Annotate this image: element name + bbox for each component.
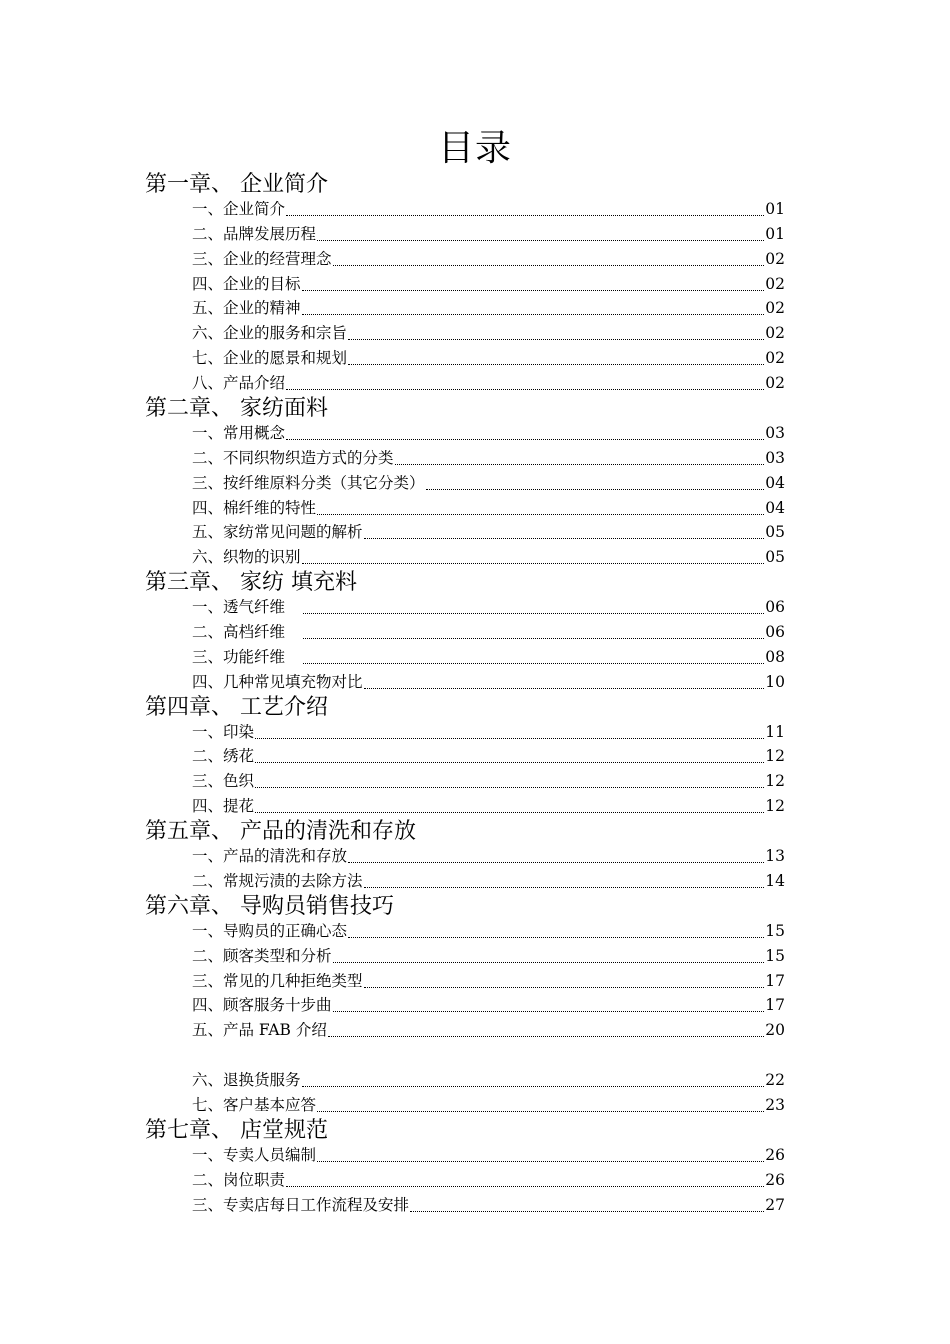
- entry-page-number: 05: [765, 523, 785, 542]
- entry-label: 二、岗位职责: [192, 1170, 286, 1189]
- chapter-heading: 第一章、 企业简介: [145, 172, 328, 197]
- entry-label: 五、家纺常见问题的解析: [192, 523, 363, 542]
- entry-label: 一、常用概念: [192, 423, 286, 442]
- dot-leader: [255, 811, 764, 813]
- entry-page-number: 04: [765, 473, 785, 492]
- chapter-heading: 第六章、 导购员销售技巧: [145, 893, 394, 919]
- toc-entry[interactable]: [145, 545, 785, 570]
- entry-page-number: 13: [765, 847, 785, 866]
- dot-leader: [317, 1110, 764, 1112]
- entry-page-number: 02: [765, 324, 785, 343]
- dot-leader: [255, 761, 764, 763]
- dot-leader: [303, 662, 764, 664]
- toc-entry[interactable]: [145, 197, 785, 222]
- entry-label: 一、导购员的正确心态: [192, 921, 348, 940]
- toc-entry[interactable]: [145, 1093, 785, 1118]
- entry-page-number: 06: [765, 598, 785, 617]
- entry-label: 四、企业的目标: [192, 274, 301, 293]
- toc-entry[interactable]: [145, 1168, 785, 1193]
- dot-leader: [255, 737, 764, 739]
- dot-leader: [302, 289, 765, 291]
- toc-entry[interactable]: [145, 620, 785, 645]
- dot-leader: [317, 239, 764, 241]
- dot-leader: [426, 488, 765, 490]
- chapter-heading: 第三章、 家纺 填充料: [145, 570, 357, 596]
- entry-label: 三、按纤维原料分类（其它分类）: [192, 473, 425, 492]
- entry-page-number: 26: [765, 1170, 785, 1189]
- dot-leader: [333, 264, 765, 266]
- toc-entry[interactable]: [145, 1193, 785, 1218]
- entry-page-number: 03: [765, 448, 785, 467]
- entry-page-number: 06: [765, 623, 785, 642]
- toc-entry[interactable]: [145, 371, 785, 396]
- entry-page-number: 01: [765, 199, 785, 218]
- entry-page-number: 02: [765, 299, 785, 318]
- toc-entry[interactable]: [145, 720, 785, 745]
- entry-page-number: 02: [765, 349, 785, 368]
- toc-entry[interactable]: [145, 944, 785, 969]
- dot-leader: [286, 1185, 764, 1187]
- dot-leader: [317, 1160, 764, 1162]
- toc-entry[interactable]: [145, 993, 785, 1018]
- toc-entry[interactable]: [145, 346, 785, 371]
- dot-leader: [333, 1010, 765, 1012]
- entry-label: 一、透气纤维: [192, 598, 286, 617]
- table-of-contents: [145, 172, 785, 1217]
- toc-entry[interactable]: [145, 1143, 785, 1168]
- dot-leader: [317, 513, 764, 515]
- entry-label: 七、企业的愿景和规划: [192, 349, 348, 368]
- dot-leader: [348, 936, 764, 938]
- entry-page-number: 20: [765, 1021, 785, 1040]
- toc-entry[interactable]: [145, 520, 785, 545]
- chapter-heading: 第二章、 家纺面料: [145, 396, 328, 422]
- entry-page-number: 12: [765, 797, 785, 816]
- entry-label: 二、不同织物织造方式的分类: [192, 448, 394, 467]
- entry-page-number: 15: [765, 946, 785, 965]
- dot-leader: [286, 388, 764, 390]
- toc-entry[interactable]: [145, 844, 785, 869]
- toc-entry[interactable]: [145, 272, 785, 297]
- toc-entry[interactable]: [145, 919, 785, 944]
- toc-entry[interactable]: [145, 670, 785, 695]
- entry-page-number: 15: [765, 921, 785, 940]
- dot-leader: [364, 886, 765, 888]
- toc-entry[interactable]: [145, 421, 785, 446]
- entry-label: 二、高档纤维: [192, 623, 286, 642]
- toc-entry[interactable]: [145, 595, 785, 620]
- dot-leader: [302, 313, 765, 315]
- dot-leader: [286, 214, 764, 216]
- dot-leader: [286, 438, 764, 440]
- entry-page-number: 17: [765, 971, 785, 990]
- toc-entry[interactable]: [145, 496, 785, 521]
- dot-leader: [303, 637, 764, 639]
- entry-page-number: 12: [765, 747, 785, 766]
- toc-entry[interactable]: [145, 1018, 785, 1043]
- chapter-heading: 第四章、 工艺介绍: [145, 694, 328, 720]
- toc-entry[interactable]: [145, 446, 785, 471]
- dot-leader: [303, 612, 764, 614]
- entry-label: 五、产品 FAB 介绍: [192, 1021, 327, 1040]
- entry-label: 一、产品的清洗和存放: [192, 847, 348, 866]
- toc-entry[interactable]: [145, 744, 785, 769]
- dot-leader: [302, 562, 765, 564]
- dot-leader: [302, 1085, 765, 1087]
- dot-leader: [255, 786, 764, 788]
- entry-page-number: 26: [765, 1145, 785, 1164]
- entry-page-number: 14: [765, 871, 785, 890]
- entry-page-number: 02: [765, 249, 785, 268]
- entry-label: 一、专卖人员编制: [192, 1145, 317, 1164]
- entry-label: 四、几种常见填充物对比: [192, 672, 363, 691]
- entry-page-number: 02: [765, 274, 785, 293]
- toc-entry[interactable]: [145, 321, 785, 346]
- dot-leader: [348, 861, 764, 863]
- entry-page-number: 10: [765, 672, 785, 691]
- toc-title: 目录: [437, 128, 512, 169]
- dot-leader: [364, 687, 765, 689]
- dot-leader: [328, 1035, 764, 1037]
- entry-label: 五、企业的精神: [192, 299, 301, 318]
- entry-page-number: 12: [765, 772, 785, 791]
- entry-page-number: 02: [765, 374, 785, 393]
- toc-entry[interactable]: [145, 769, 785, 794]
- entry-label: 二、顾客类型和分析: [192, 946, 332, 965]
- toc-entry[interactable]: [145, 869, 785, 894]
- dot-leader: [333, 961, 765, 963]
- dot-leader: [364, 986, 765, 988]
- entry-label: 四、棉纤维的特性: [192, 498, 317, 517]
- dot-leader: [395, 463, 765, 465]
- entry-page-number: 23: [765, 1095, 785, 1114]
- toc-entry[interactable]: [145, 1068, 785, 1093]
- toc-entry[interactable]: [145, 645, 785, 670]
- entry-label: 三、常见的几种拒绝类型: [192, 971, 363, 990]
- chapter-heading: 第七章、 店堂规范: [145, 1117, 328, 1143]
- toc-entry[interactable]: [145, 471, 785, 496]
- entry-page-number: 17: [765, 996, 785, 1015]
- toc-entry[interactable]: [145, 794, 785, 819]
- entry-label: 一、企业简介: [192, 199, 286, 218]
- entry-page-number: 08: [765, 647, 785, 666]
- toc-entry[interactable]: [145, 969, 785, 994]
- entry-label: 六、织物的识别: [192, 548, 301, 567]
- toc-entry[interactable]: [145, 222, 785, 247]
- entry-label: 三、功能纤维: [192, 647, 286, 666]
- entry-page-number: 01: [765, 224, 785, 243]
- entry-label: 四、顾客服务十步曲: [192, 996, 332, 1015]
- entry-label: 六、企业的服务和宗旨: [192, 324, 348, 343]
- entry-page-number: 11: [765, 722, 785, 741]
- entry-label: 三、专卖店每日工作流程及安排: [192, 1195, 410, 1214]
- entry-label: 二、品牌发展历程: [192, 224, 317, 243]
- dot-leader: [348, 338, 764, 340]
- entry-label: 二、常规污渍的去除方法: [192, 871, 363, 890]
- entry-label: 六、退换货服务: [192, 1071, 301, 1090]
- toc-entry[interactable]: [145, 296, 785, 321]
- chapter-heading: 第五章、 产品的清洗和存放: [145, 819, 416, 845]
- entry-page-number: 27: [765, 1195, 785, 1214]
- entry-label: 四、提花: [192, 797, 255, 816]
- dot-leader: [348, 363, 764, 365]
- entry-label: 三、色织: [192, 772, 255, 791]
- entry-label: 二、绣花: [192, 747, 255, 766]
- entry-page-number: 03: [765, 423, 785, 442]
- dot-leader: [410, 1210, 764, 1212]
- entry-page-number: 04: [765, 498, 785, 517]
- entry-page-number: 22: [765, 1071, 785, 1090]
- toc-entry[interactable]: [145, 247, 785, 272]
- entry-label: 三、企业的经营理念: [192, 249, 332, 268]
- entry-page-number: 05: [765, 548, 785, 567]
- entry-label: 七、客户基本应答: [192, 1095, 317, 1114]
- entry-label: 八、产品介绍: [192, 374, 286, 393]
- dot-leader: [364, 537, 765, 539]
- entry-label: 一、印染: [192, 722, 255, 741]
- blank-line: [145, 1043, 785, 1068]
